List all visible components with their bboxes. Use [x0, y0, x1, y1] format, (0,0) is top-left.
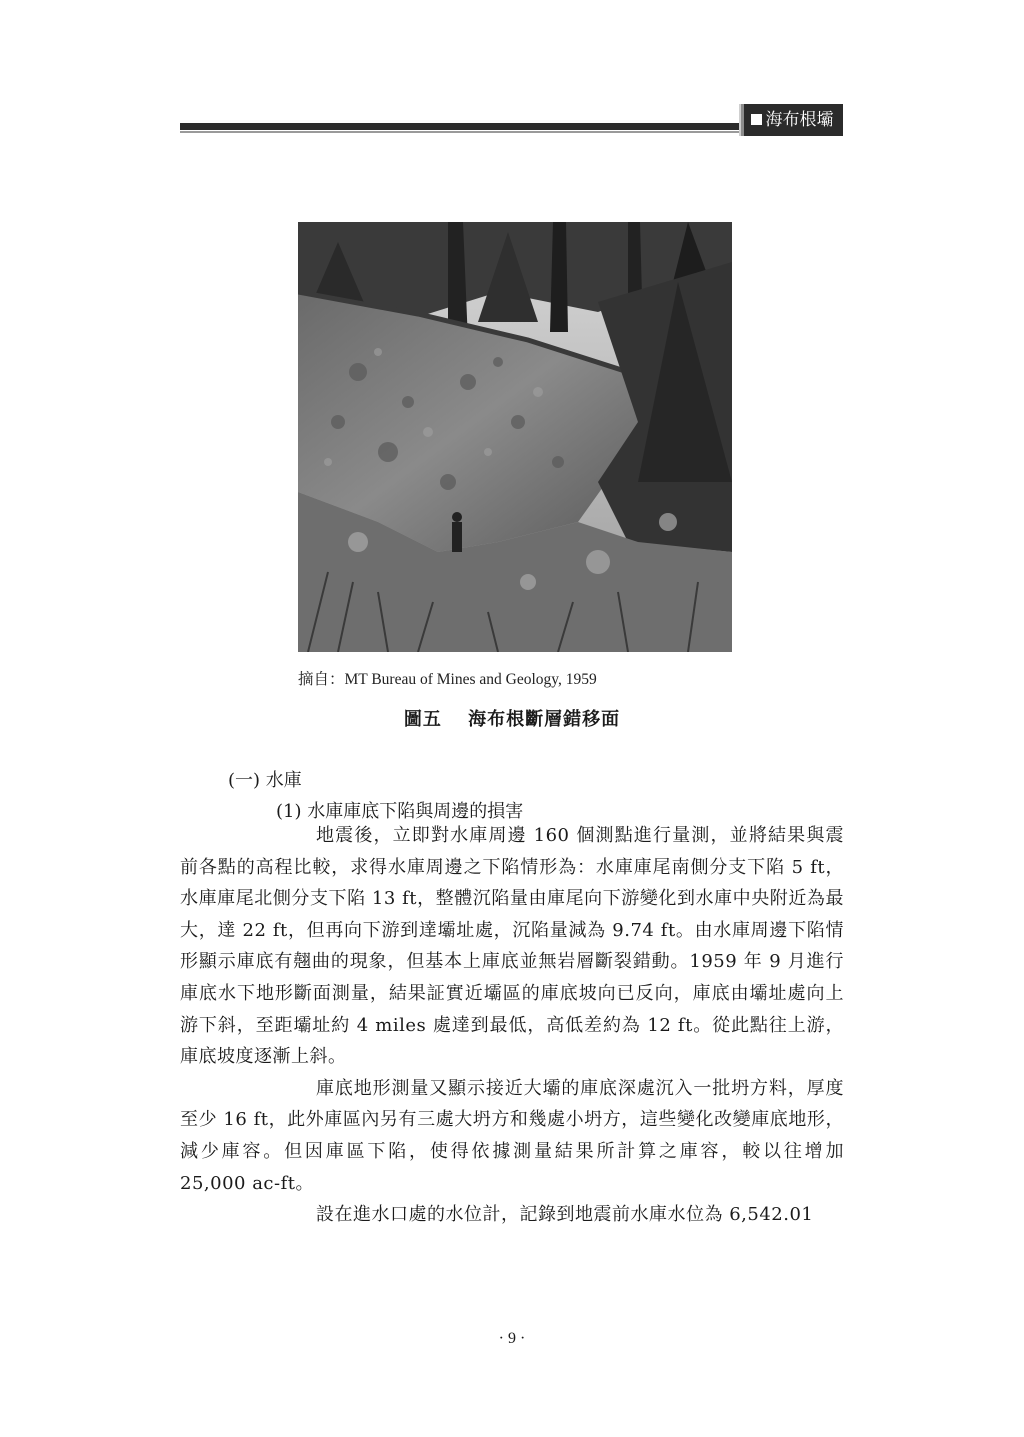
header-rule	[180, 123, 740, 130]
fault-scarp-photo	[298, 222, 732, 652]
paragraph: 設在進水口處的水位計，記錄到地震前水庫水位為 6,542.01	[316, 1204, 814, 1226]
figure-title: 圖五 海布根斷層錯移面	[403, 709, 621, 730]
running-header-label: 海布根壩	[765, 110, 834, 130]
square-icon	[751, 114, 762, 125]
header-rule-thin	[180, 131, 740, 133]
paragraph: 庫底地形測量又顯示接近大壩的庫底深處沉入一批坍方料，厚度至少 16 ft，此外庫區內另有三處大坍方和幾處小坍方，這些變化改變庫底地形，減少庫容。但因庫區下陷，使得依據測量結果所計算之庫容，較以往增加 25,000 ac-ft。	[180, 1077, 844, 1194]
page-number: · 9 ·	[498, 1330, 526, 1347]
subsection-heading: (1) 水庫庫底下陷與周邊的損害	[276, 801, 524, 822]
running-header-tab	[741, 104, 843, 136]
figure-source-caption: 摘自：MT Bureau of Mines and Geology, 1959	[298, 671, 597, 688]
body-text	[180, 820, 844, 1231]
section-heading: (一) 水庫	[228, 770, 302, 791]
paragraph: 地震後，立即對水庫周邊 160 個測點進行量測，並將結果與震前各點的高程比較，求得水庫周邊之下陷情形為：水庫庫尾南側分支下陷 5 ft，水庫庫尾北側分支下陷 13 ft，整體沉陷量由庫尾向下游變化到水庫中央附近為最大，達 22 ft，但再向下游到達壩址處，沉陷量減為 9.74 ft。由水庫周邊下陷情形顯示庫底有翹曲的現象，但基本上庫底並無岩層斷裂錯動。1959 年 9 月進行庫底水下地形斷面測量，結果証實近壩區的庫底坡向已反向，庫底由壩址處向上游下斜，至距壩址約 4 miles 處達到最低，高低差約為 12 ft。從此點往上游，庫底坡度逐漸上斜。	[180, 825, 844, 1068]
